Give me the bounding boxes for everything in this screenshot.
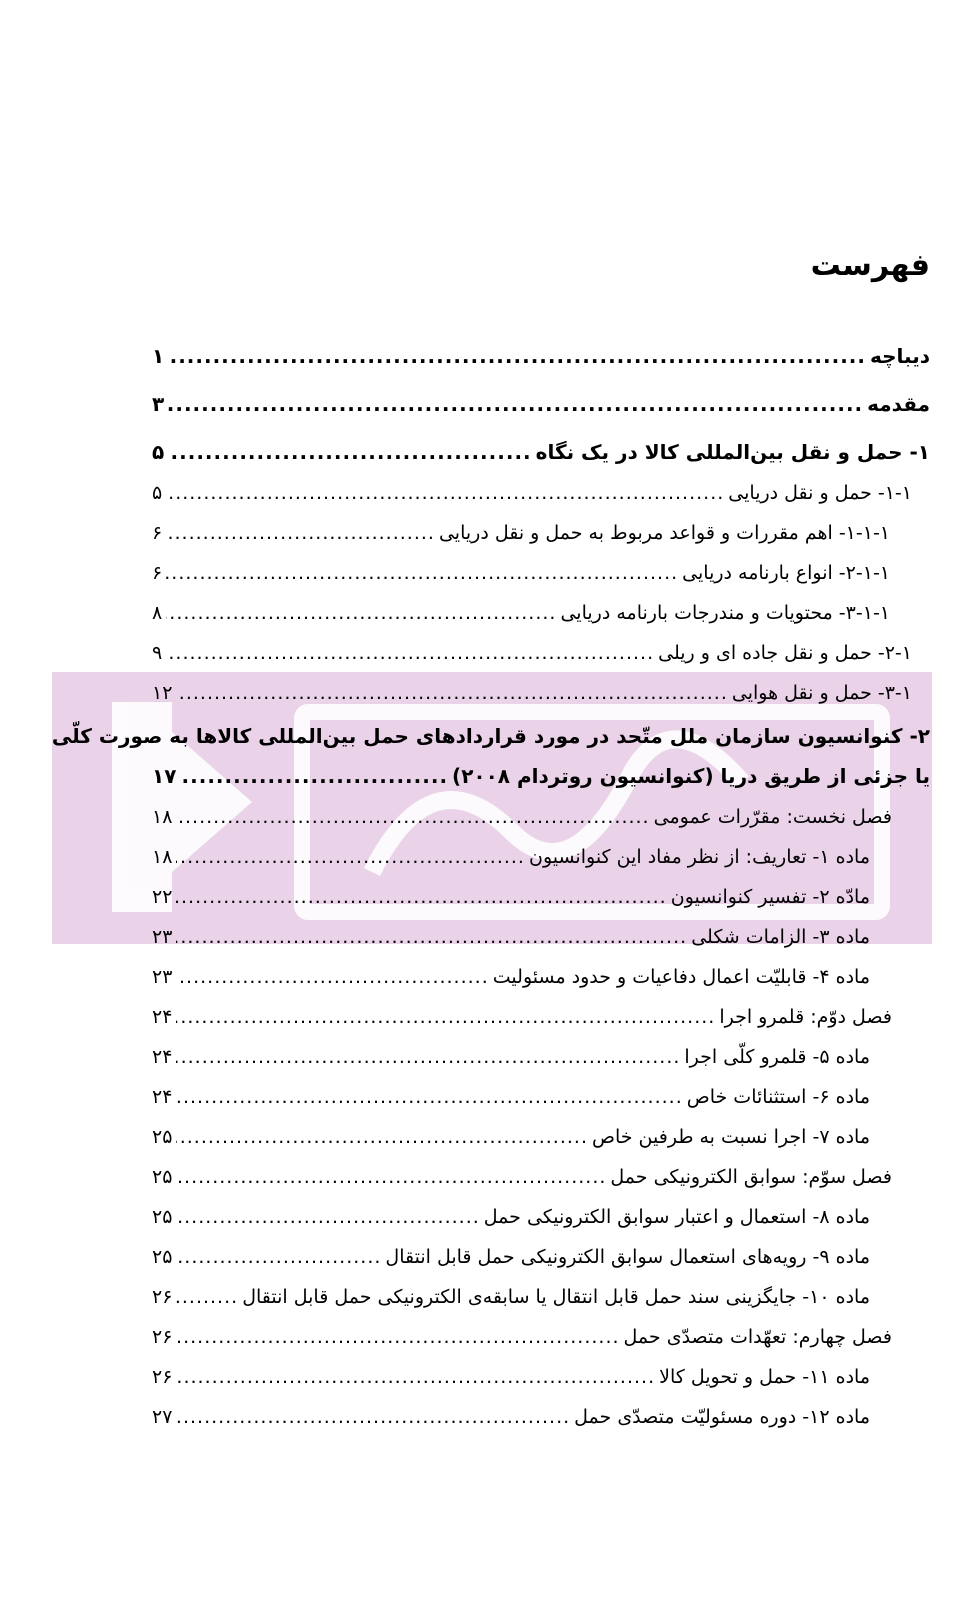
- dot-leader: [168, 344, 866, 368]
- toc-row[interactable]: [150, 868, 930, 908]
- toc-label: ۱-۱-۱- اهم مقررات و قواعد مربوط به حمل و نقل دریایی: [438, 522, 890, 544]
- toc-page-number: ۲۶: [152, 1326, 173, 1348]
- toc-row[interactable]: [150, 544, 930, 584]
- toc-page-number: ۹: [152, 642, 163, 664]
- toc-label: ۱- حمل و نقل بین‌المللی کالا در یک نگاه: [535, 440, 930, 464]
- toc-page-number: ۲۴: [152, 1006, 173, 1028]
- toc-page-number: ۲۶: [152, 1286, 173, 1308]
- dot-leader: [176, 926, 687, 948]
- toc-label: ۲- کنوانسیون سازمان ملل متّحد در مورد قراردادهای حمل بین‌المللی کالاها به صورت کلّی: [51, 724, 930, 748]
- dot-leader: [166, 522, 435, 544]
- page-title: فهرست: [810, 248, 930, 283]
- toc-page-number: ۲۶: [152, 1366, 173, 1388]
- dot-leader: [166, 482, 724, 504]
- toc-row[interactable]: [150, 1308, 930, 1348]
- dot-leader: [176, 1006, 715, 1028]
- toc-label: ماده ۱۲- دوره مسئولیّت متصدّی حمل: [574, 1406, 870, 1428]
- toc-label: یا جزئی از طریق دریا (کنوانسیون روتردام ۲۰۰۸): [452, 764, 930, 788]
- toc-label: فصل دوّم: قلمرو اجرا: [719, 1006, 892, 1028]
- toc-page-number: ۱۲: [152, 682, 173, 704]
- toc-row[interactable]: [150, 664, 930, 704]
- dot-leader: [176, 846, 525, 868]
- dot-leader: [166, 602, 556, 624]
- dot-leader: [176, 1086, 682, 1108]
- toc-label: فصل سوّم: سوابق الکترونیکی حمل: [610, 1166, 892, 1188]
- dot-leader: [176, 1246, 381, 1268]
- toc-page-number: ۲۲: [152, 886, 173, 908]
- dot-leader: [176, 1126, 588, 1148]
- toc-row[interactable]: [150, 320, 930, 368]
- dot-leader: [176, 682, 727, 704]
- toc-row[interactable]: [150, 988, 930, 1028]
- toc-page-number: ۸: [152, 602, 163, 624]
- toc-list: [51, 320, 930, 1428]
- toc-page-number: ۵: [152, 482, 163, 504]
- dot-leader: [176, 966, 488, 988]
- toc-label: ماده ۹- رویه‌های استعمال سوابق الکترونیکی حمل قابل انتقال: [385, 1246, 870, 1268]
- toc-row[interactable]: [150, 1188, 930, 1228]
- toc-label: مادّه ۲- تفسیر کنوانسیون: [670, 886, 870, 908]
- toc-label: ماده ۱- تعاریف: از نظر مفاد این کنوانسیون: [528, 846, 870, 868]
- toc-label: دیباچه: [870, 344, 930, 368]
- dot-leader: [166, 562, 678, 584]
- toc-row[interactable]: [150, 1028, 930, 1068]
- dot-leader: [176, 1206, 479, 1228]
- dot-leader: [180, 764, 448, 788]
- toc-page-number: ۲۵: [152, 1246, 173, 1268]
- toc-page-number: ۲۴: [152, 1086, 173, 1108]
- toc-row[interactable]: [150, 748, 930, 788]
- toc-label: ۲-۱- حمل و نقل جاده ای و ریلی: [658, 642, 912, 664]
- dot-leader: [176, 1406, 570, 1428]
- toc-page-number: ۱۷: [152, 764, 177, 788]
- toc-page-number: ۲۳: [152, 926, 173, 948]
- toc-page-number: ۱۸: [152, 846, 173, 868]
- toc-page-number: ۲۷: [152, 1406, 173, 1428]
- dot-leader: [168, 392, 863, 416]
- toc-row-line1[interactable]: [51, 704, 930, 748]
- toc-row[interactable]: [150, 1108, 930, 1148]
- toc-label: ماده ۸- استعمال و اعتبار سوابق الکترونیکی حمل: [483, 1206, 870, 1228]
- toc-label: ۲-۱-۱- انواع بارنامه دریایی: [682, 562, 890, 584]
- dot-leader: [176, 886, 666, 908]
- toc-page-number: ۱۸: [152, 806, 173, 828]
- toc-page-number: ۲۵: [152, 1166, 173, 1188]
- toc-row[interactable]: [150, 1068, 930, 1108]
- dot-leader: [176, 1366, 655, 1388]
- dot-leader: [176, 806, 649, 828]
- toc-row[interactable]: [150, 464, 930, 504]
- toc-label: ۳-۱-۱- محتویات و مندرجات بارنامه دریایی: [560, 602, 890, 624]
- toc-label: ماده ۵- قلمرو کلّی اجرا: [684, 1046, 870, 1068]
- toc-row[interactable]: [150, 788, 930, 828]
- toc-row[interactable]: [150, 624, 930, 664]
- toc-row[interactable]: [150, 1348, 930, 1388]
- toc-page-number: ۲۳: [152, 966, 173, 988]
- dot-leader: [176, 1286, 238, 1308]
- toc-row[interactable]: [150, 584, 930, 624]
- toc-label: فصل چهارم: تعهّدات متصدّی حمل: [623, 1326, 892, 1348]
- toc-row[interactable]: [150, 416, 930, 464]
- toc-row[interactable]: [150, 1148, 930, 1188]
- toc-page-number: ۱: [152, 344, 165, 368]
- toc-label: ماده ۱۰- جایگزینی سند حمل قابل انتقال یا سابقه‌ی الکترونیکی حمل قابل انتقال: [242, 1286, 870, 1308]
- toc-label: ماده ۳- الزامات شکلی: [691, 926, 870, 948]
- toc-label: ماده ۱۱- حمل و تحویل کالا: [659, 1366, 870, 1388]
- dot-leader: [176, 1166, 606, 1188]
- toc-page-number: ۶: [152, 522, 163, 544]
- toc-page-number: ۳: [152, 392, 165, 416]
- dot-leader: [168, 440, 531, 464]
- toc-row[interactable]: [150, 908, 930, 948]
- toc-page-number: ۵: [152, 440, 165, 464]
- toc-label: ۱-۱- حمل و نقل دریایی: [728, 482, 912, 504]
- toc-row[interactable]: [150, 828, 930, 868]
- dot-leader: [176, 1326, 619, 1348]
- toc-page-number: ۶: [152, 562, 163, 584]
- dot-leader: [176, 1046, 680, 1068]
- toc-label: فصل نخست: مقرّرات عمومی: [653, 806, 892, 828]
- toc-page-number: ۲۴: [152, 1046, 173, 1068]
- toc-page-number: ۲۵: [152, 1206, 173, 1228]
- toc-row[interactable]: [150, 1228, 930, 1268]
- toc-label: ماده ۶- استثنائات خاص: [686, 1086, 870, 1108]
- toc-row[interactable]: [150, 1388, 930, 1428]
- toc-label: مقدمه: [867, 392, 930, 416]
- toc-row[interactable]: [150, 948, 930, 988]
- toc-label: ماده ۷- اجرا نسبت به طرفین خاص: [592, 1126, 870, 1148]
- toc-row[interactable]: [150, 504, 930, 544]
- toc-label: ۳-۱- حمل و نقل هوایی: [731, 682, 912, 704]
- toc-row[interactable]: [150, 368, 930, 416]
- toc-label: ماده ۴- قابلیّت اعمال دفاعیات و حدود مسئولیت: [492, 966, 870, 988]
- toc-page-number: ۲۵: [152, 1126, 173, 1148]
- dot-leader: [166, 642, 654, 664]
- toc-row[interactable]: [150, 1268, 930, 1308]
